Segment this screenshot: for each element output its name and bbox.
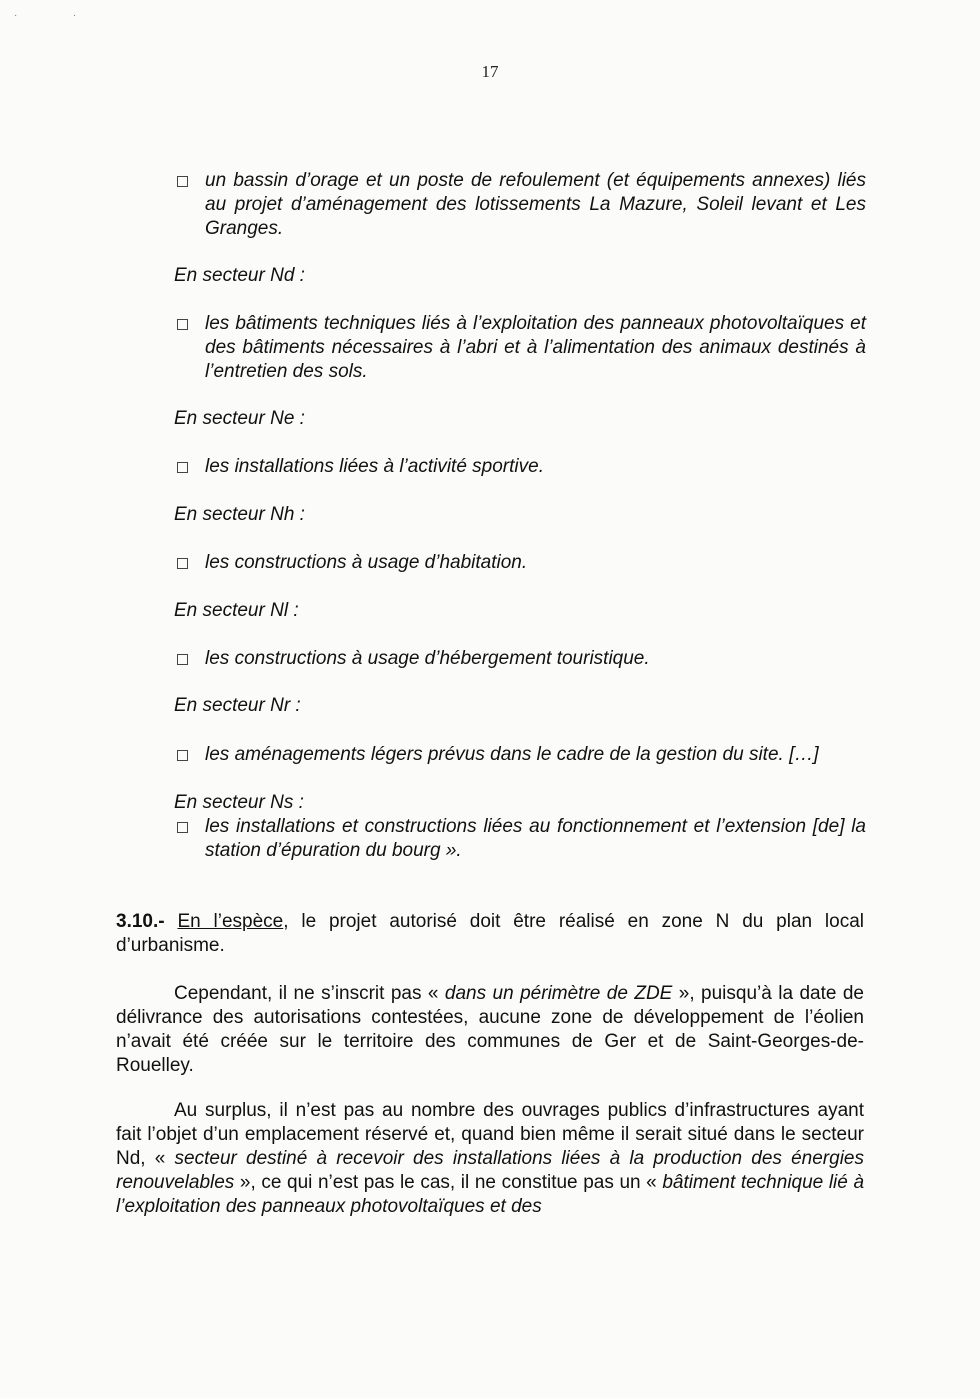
paragraph-text: Au surplus, il n’est pas au nombre des ouvrages publics d’infrastructures ayant fait l’objet d’un emplacement réservé et, quand bien même il serait situé dans le secteur Nd, « [116, 1100, 864, 1169]
underlined-lead: En l’espèce [177, 911, 284, 932]
section-heading: En secteur Nh : [174, 504, 305, 525]
paragraph-3-10 [116, 910, 864, 958]
checkbox-square-icon [177, 654, 188, 665]
list-item [174, 815, 866, 863]
list-item-text: les constructions à usage d’habitation. [205, 552, 528, 573]
checkbox-square-icon [177, 558, 188, 569]
scan-specks: · · [14, 10, 77, 21]
quoted-italic: bâtiment technique lié à l’exploitation des panneaux photovoltaïques et des [116, 1172, 865, 1217]
section-heading: En secteur Nd : [174, 265, 305, 286]
list-item-text: un bassin d’orage et un poste de refoulement (et équipements annexes) liés au projet d’aménagement des lotissements La Mazure, Soleil levant et Les Granges. [205, 170, 866, 239]
paragraph-text: Cependant, il ne s’inscrit pas « [174, 983, 445, 1004]
paragraph-text: », puisqu’à la date de délivrance des autorisations contestées, aucune zone de développement de l’éolien n’avait été créée sur le territoire des communes de Ger et de Saint-Georges-de-Rouelley. [116, 983, 864, 1076]
checkbox-square-icon [177, 750, 188, 761]
list-item-text: les constructions à usage d’hébergement touristique. [205, 648, 650, 669]
quoted-italic: dans un périmètre de ZDE [444, 983, 673, 1004]
paragraph-au-surplus [116, 1099, 864, 1219]
quoted-italic: secteur destiné à recevoir des installations liées à la production des énergies renouvelables [116, 1148, 864, 1193]
section-heading: En secteur Ns : [174, 792, 304, 813]
section-heading: En secteur Nl : [174, 600, 299, 621]
section-heading: En secteur Nr : [174, 695, 301, 716]
list-item [174, 743, 866, 767]
list-item-text: les installations et constructions liées au fonctionnement et l’extension [de] la station d’épuration du bourg ». [205, 816, 866, 861]
checkbox-square-icon [177, 319, 188, 330]
paragraph-text: , le projet autorisé doit être réalisé en zone N du plan local d’urbanisme. [116, 911, 864, 956]
paragraph-text: », ce qui n’est pas le cas, il ne constitue pas un « [234, 1172, 663, 1193]
list-item [174, 312, 866, 384]
list-item-text: les bâtiments techniques liés à l’exploitation des panneaux photovoltaïques et des bâtiments nécessaires à l’abri et à l’alimentation des animaux destinés à l’entretien des sols. [205, 313, 866, 382]
checkbox-square-icon [177, 176, 188, 187]
list-item-text: les installations liées à l’activité sportive. [205, 456, 544, 477]
checkbox-square-icon [177, 822, 188, 833]
list-item [174, 455, 866, 479]
page-number: 17 [481, 62, 499, 81]
checkbox-square-icon [177, 462, 188, 473]
list-item [174, 551, 866, 575]
list-item [174, 647, 866, 671]
list-item-text: les aménagements légers prévus dans le cadre de la gestion du site. […] [205, 744, 819, 765]
section-heading: En secteur Ne : [174, 408, 305, 429]
list-item [174, 169, 866, 241]
paragraph-cependant [116, 982, 864, 1078]
paragraph-number: 3.10.- [116, 911, 165, 932]
